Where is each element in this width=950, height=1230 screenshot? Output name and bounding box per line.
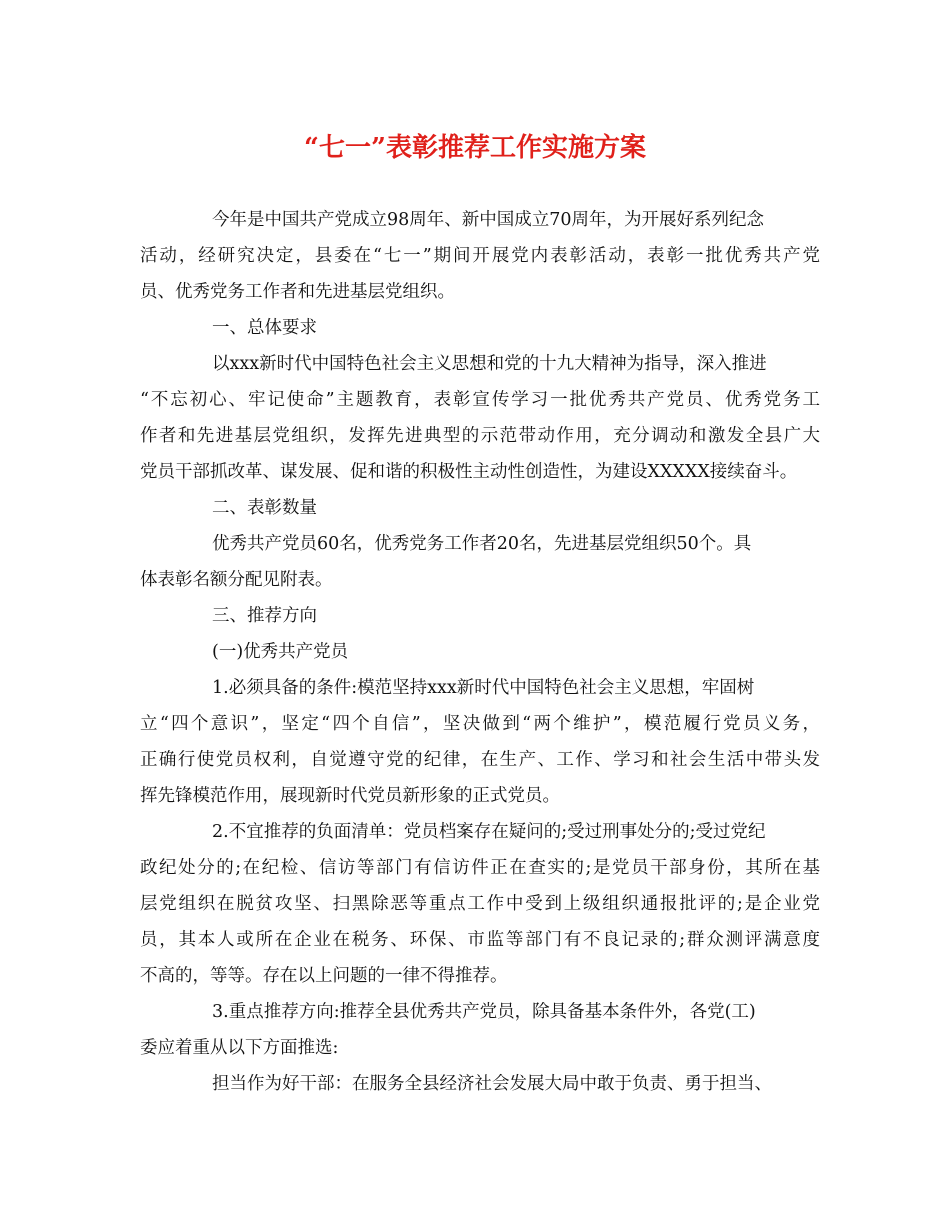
paragraph-line: 正确行使党员权利，自觉遵守党的纪律，在生产、工作、学习和社会生活中带头发 <box>140 750 820 770</box>
section-heading: 二、表彰数量 <box>212 498 317 518</box>
paragraph-line: 党员干部抓改革、谋发展、促和谐的积极性主动性创造性，为建设XXXXX接续奋斗。 <box>140 462 798 482</box>
paragraph-line: 3.重点推荐方向:推荐全县优秀共产党员，除具备基本条件外，各党(工) <box>212 1002 756 1022</box>
paragraph-line: 挥先锋模范作用，展现新时代党员新形象的正式党员。 <box>140 786 560 806</box>
section-heading: 三、推荐方向 <box>212 606 317 626</box>
paragraph-line: 不高的，等等。存在以上问题的一律不得推荐。 <box>140 966 508 986</box>
paragraph-line: 员，其本人或所在企业在税务、环保、市监等部门有不良记录的;群众测评满意度 <box>140 930 820 950</box>
paragraph-line: 活动，经研究决定，县委在“七一”期间开展党内表彰活动，表彰一批优秀共产党 <box>140 246 820 266</box>
document-title: “七一”表彰推荐工作实施方案 <box>304 133 646 163</box>
paragraph-line: 立“四个意识”，坚定“四个自信”，坚决做到“两个维护”，模范履行党员义务， <box>140 714 820 734</box>
paragraph-line: 作者和先进基层党组织，发挥先进典型的示范带动作用，充分调动和激发全县广大 <box>140 426 820 446</box>
paragraph-line: 1.必须具备的条件:模范坚持xxx新时代中国特色社会主义思想，牢固树 <box>212 678 755 698</box>
section-heading: 一、总体要求 <box>212 318 317 338</box>
paragraph-line: 今年是中国共产党成立98周年、新中国成立70周年，为开展好系列纪念 <box>212 210 765 230</box>
paragraph-line: 以xxx新时代中国特色社会主义思想和党的十九大精神为指导，深入推进 <box>212 354 767 374</box>
paragraph-line: 层党组织在脱贫攻坚、扫黑除恶等重点工作中受到上级组织通报批评的;是企业党 <box>140 894 820 914</box>
paragraph-line: “不忘初心、牢记使命”主题教育，表彰宣传学习一批优秀共产党员、优秀党务工 <box>140 390 820 410</box>
paragraph-line: 体表彰名额分配见附表。 <box>140 570 333 590</box>
paragraph-line: 2.不宜推荐的负面清单：党员档案存在疑问的;受过刑事处分的;受过党纪 <box>212 822 766 842</box>
paragraph-line: 优秀共产党员60名，优秀党务工作者20名，先进基层党组织50个。具 <box>212 534 752 554</box>
paragraph-line: 担当作为好干部：在服务全县经济社会发展大局中敢于负责、勇于担当、 <box>212 1074 772 1094</box>
paragraph-line: 员、优秀党务工作者和先进基层党组织。 <box>140 282 455 302</box>
paragraph-line: 政纪处分的;在纪检、信访等部门有信访件正在查实的;是党员干部身份，其所在基 <box>140 858 820 878</box>
paragraph-line: 委应着重从以下方面推选: <box>140 1038 339 1058</box>
subsection-heading: (一)优秀共产党员 <box>212 642 349 662</box>
